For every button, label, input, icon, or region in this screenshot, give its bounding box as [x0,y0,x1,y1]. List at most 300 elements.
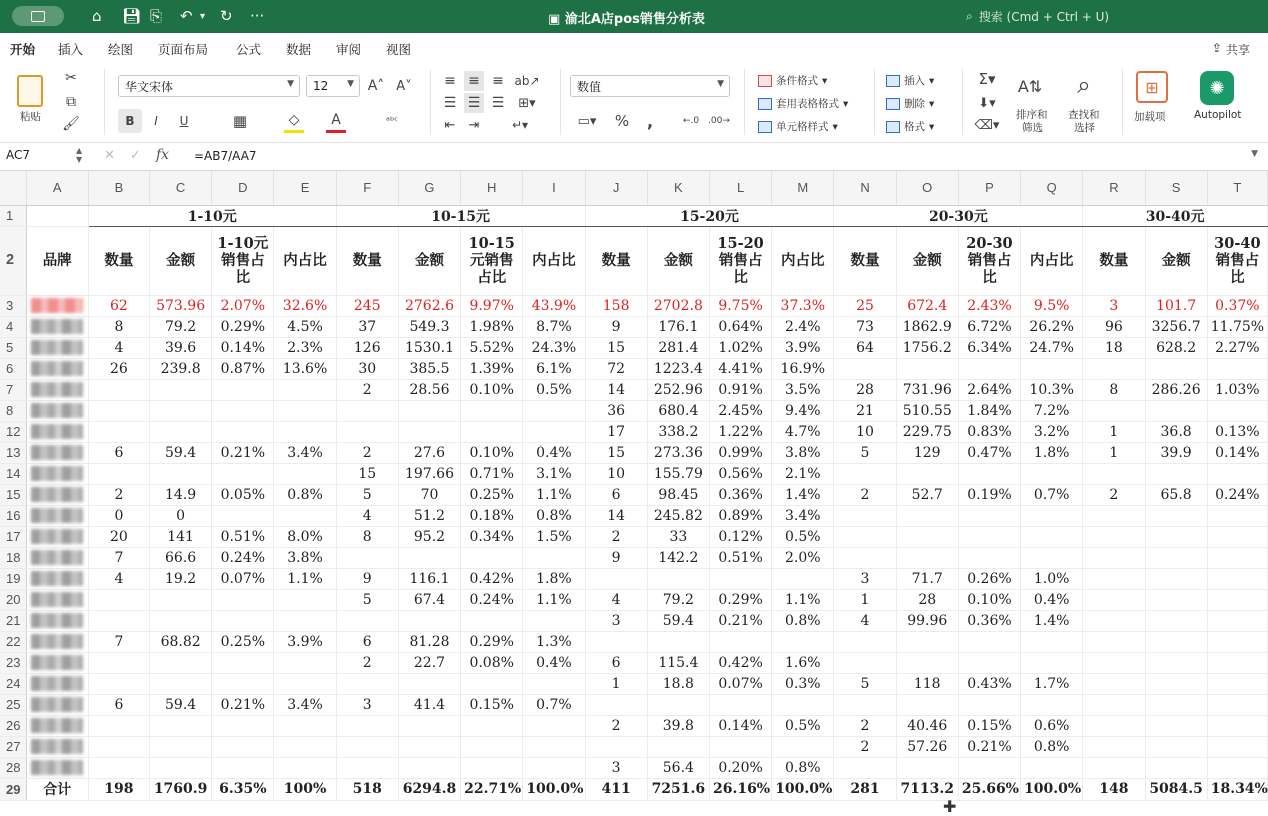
cell[interactable] [274,757,336,778]
cell[interactable]: 96 [1083,316,1145,337]
cell[interactable] [88,757,149,778]
cell[interactable] [336,610,398,631]
cell[interactable]: 0.7% [1021,484,1083,505]
cell[interactable] [1207,463,1267,484]
cell[interactable]: 3.8% [274,547,336,568]
cell[interactable]: 0.14% [212,337,274,358]
cell[interactable] [1021,757,1083,778]
cell[interactable] [274,400,336,421]
cell[interactable]: 2.43% [958,295,1020,316]
align-right-icon[interactable]: ☰ [491,95,505,111]
cell[interactable]: 0.29% [461,631,523,652]
cell[interactable]: 18.34% [1207,778,1267,800]
cell[interactable]: 25 [834,295,896,316]
cell[interactable] [1145,400,1207,421]
cell[interactable]: 731.96 [896,379,958,400]
cell[interactable] [1145,358,1207,379]
cell[interactable] [834,631,896,652]
column-header-i[interactable]: I [523,171,585,205]
italic-button[interactable]: I [154,114,158,128]
cell[interactable]: 2.1% [772,463,834,484]
cell[interactable] [1207,715,1267,736]
column-title[interactable]: 金额 [1145,226,1207,295]
brand-cell[interactable] [26,526,88,547]
cell[interactable] [958,358,1020,379]
cell[interactable]: 26.2% [1021,316,1083,337]
cell[interactable]: 28 [834,379,896,400]
cell[interactable] [958,547,1020,568]
cell[interactable]: 6.34% [958,337,1020,358]
cell[interactable] [212,757,274,778]
cell[interactable]: 22.7 [398,652,460,673]
cell[interactable] [212,652,274,673]
cell[interactable]: 13.6% [274,358,336,379]
cell[interactable]: 2.27% [1207,337,1267,358]
cell[interactable]: 0.15% [461,694,523,715]
cell[interactable]: 10 [585,463,647,484]
cell[interactable]: 245 [336,295,398,316]
cell[interactable] [896,757,958,778]
cell[interactable]: 2.64% [958,379,1020,400]
cell[interactable] [1207,547,1267,568]
cell[interactable]: 0.42% [709,652,771,673]
cell[interactable]: 64 [834,337,896,358]
row-header[interactable]: 2 [0,226,26,295]
cell[interactable]: 0.5% [523,379,585,400]
cell[interactable]: 1.5% [523,526,585,547]
cell[interactable] [958,463,1020,484]
sidebar-toggle-button[interactable] [12,6,64,26]
cell[interactable]: 0.25% [461,484,523,505]
cell[interactable]: 0.6% [1021,715,1083,736]
cell[interactable]: 95.2 [398,526,460,547]
cell[interactable]: 1 [1083,442,1145,463]
cell[interactable] [1207,631,1267,652]
column-title[interactable]: 内占比 [1021,226,1083,295]
cell[interactable]: 2 [834,736,896,757]
undo-icon[interactable]: ↶ [180,7,193,25]
column-header-a[interactable]: A [26,171,88,205]
cell[interactable]: 32.6% [274,295,336,316]
cell[interactable] [1083,673,1145,694]
brand-cell[interactable] [26,610,88,631]
cell[interactable]: 100% [274,778,336,800]
row-header[interactable]: 25 [0,694,26,715]
cell[interactable] [772,631,834,652]
wrap-text-icon[interactable]: ↵▾ [511,118,529,132]
cell[interactable]: 1.03% [1207,379,1267,400]
cell[interactable] [523,547,585,568]
cell[interactable] [958,757,1020,778]
currency-icon[interactable]: ▭▾ [577,113,597,129]
cell[interactable] [1145,694,1207,715]
cell[interactable]: 7 [88,547,149,568]
cell[interactable] [709,736,771,757]
cell[interactable]: 245.82 [647,505,709,526]
brand-cell[interactable] [26,484,88,505]
column-header-p[interactable]: P [958,171,1020,205]
cell[interactable] [461,610,523,631]
cell[interactable]: 3.1% [523,463,585,484]
cell[interactable]: 33 [647,526,709,547]
cell[interactable] [88,400,149,421]
column-header-o[interactable]: O [896,171,958,205]
cell[interactable]: 7251.6 [647,778,709,800]
cell[interactable] [1083,505,1145,526]
select-all-corner[interactable] [0,171,26,205]
column-header-g[interactable]: G [398,171,460,205]
column-header-k[interactable]: K [647,171,709,205]
cell[interactable] [461,547,523,568]
cell[interactable]: 252.96 [647,379,709,400]
cell[interactable] [958,652,1020,673]
cell[interactable]: 6294.8 [398,778,460,800]
align-middle-icon[interactable]: ≡ [464,71,484,91]
cell[interactable]: 3256.7 [1145,316,1207,337]
cell[interactable] [336,400,398,421]
cell[interactable]: 549.3 [398,316,460,337]
cell[interactable] [398,757,460,778]
cell[interactable]: 0.36% [958,610,1020,631]
font-name-select[interactable]: 华文宋体 ▼ [118,75,300,97]
cell[interactable]: 1.02% [709,337,771,358]
cell[interactable]: 98.45 [647,484,709,505]
tab-formulas[interactable]: 公式 [236,42,262,57]
cell[interactable]: 8.0% [274,526,336,547]
cell[interactable]: 0.8% [523,505,585,526]
cell[interactable]: 0.21% [212,694,274,715]
cell[interactable]: 3.2% [1021,421,1083,442]
cell[interactable] [336,673,398,694]
cell[interactable]: 66.6 [150,547,212,568]
cell[interactable]: 8 [88,316,149,337]
row-header[interactable]: 12 [0,421,26,442]
cell[interactable]: 0.29% [212,316,274,337]
cell[interactable] [647,568,709,589]
cell[interactable] [709,631,771,652]
fx-icon[interactable]: fx [156,147,170,163]
cell[interactable]: 8 [336,526,398,547]
cell[interactable] [523,757,585,778]
redo-icon[interactable]: ↻ [220,7,233,25]
cell[interactable] [212,400,274,421]
cell[interactable]: 0.71% [461,463,523,484]
cell[interactable] [585,631,647,652]
cell[interactable]: 16.9% [772,358,834,379]
cell[interactable]: 1223.4 [647,358,709,379]
column-header-s[interactable]: S [1145,171,1207,205]
brand-cell[interactable] [26,568,88,589]
column-title[interactable]: 金额 [398,226,460,295]
cell[interactable]: 0.14% [709,715,771,736]
cell[interactable] [896,526,958,547]
cell[interactable] [274,463,336,484]
cell[interactable]: 0.8% [274,484,336,505]
cell[interactable]: 0.07% [212,568,274,589]
orientation-icon[interactable]: ab↗ [514,74,540,88]
cell[interactable]: 59.4 [647,610,709,631]
cell[interactable]: 8.7% [523,316,585,337]
name-box[interactable]: AC7 [6,148,31,162]
cell[interactable] [398,673,460,694]
cell[interactable] [1207,400,1267,421]
cell[interactable]: 2 [336,652,398,673]
cell[interactable] [1021,694,1083,715]
cell[interactable]: 9 [336,568,398,589]
row-header[interactable]: 14 [0,463,26,484]
cell[interactable]: 0.15% [958,715,1020,736]
cell[interactable]: 628.2 [1145,337,1207,358]
row-header[interactable]: 6 [0,358,26,379]
cell[interactable] [1207,673,1267,694]
row-header[interactable]: 22 [0,631,26,652]
cell[interactable]: 1.4% [1021,610,1083,631]
column-header-c[interactable]: C [150,171,212,205]
cell[interactable]: 0.10% [461,379,523,400]
cell[interactable]: 0.21% [709,610,771,631]
cell[interactable]: 0.43% [958,673,1020,694]
cell[interactable] [523,400,585,421]
bold-button[interactable]: B [118,109,142,133]
cell[interactable] [88,421,149,442]
tab-view[interactable]: 视图 [386,42,412,57]
cell[interactable]: 0.7% [523,694,585,715]
cell[interactable] [150,421,212,442]
cell[interactable] [1145,463,1207,484]
cell[interactable]: 79.2 [647,589,709,610]
comma-icon[interactable]: , [646,111,654,131]
cell[interactable]: 1 [585,673,647,694]
cell[interactable] [26,205,88,226]
cell[interactable]: 0.64% [709,316,771,337]
row-header[interactable]: 15 [0,484,26,505]
cell[interactable]: 1.84% [958,400,1020,421]
cell[interactable] [585,694,647,715]
cell[interactable] [896,631,958,652]
cell[interactable]: 51.2 [398,505,460,526]
cell[interactable]: 1 [1083,421,1145,442]
row-header[interactable]: 28 [0,757,26,778]
cell[interactable] [1145,610,1207,631]
cell[interactable]: 9.97% [461,295,523,316]
cell[interactable]: 0.05% [212,484,274,505]
cell[interactable]: 273.36 [647,442,709,463]
cell[interactable] [1083,568,1145,589]
cell[interactable]: 3.4% [274,442,336,463]
borders-icon[interactable]: ▦ [232,112,248,130]
cell[interactable]: 20 [88,526,149,547]
column-title[interactable]: 金额 [896,226,958,295]
column-title[interactable]: 数量 [88,226,149,295]
cell[interactable]: 281 [834,778,896,800]
cell[interactable]: 1.4% [772,484,834,505]
cell[interactable]: 2 [585,526,647,547]
cell[interactable]: 0.4% [1021,589,1083,610]
cell[interactable] [958,505,1020,526]
format-painter-icon[interactable]: 🖌︎ [62,116,80,132]
cell[interactable] [523,673,585,694]
cell[interactable] [274,610,336,631]
column-title[interactable]: 1-10元销售占比 [212,226,274,295]
cell[interactable] [150,400,212,421]
row-header[interactable]: 24 [0,673,26,694]
cell[interactable]: 0.21% [212,442,274,463]
cell[interactable]: 338.2 [647,421,709,442]
cell[interactable] [896,652,958,673]
column-title[interactable]: 内占比 [274,226,336,295]
row-header[interactable]: 4 [0,316,26,337]
cell[interactable] [150,757,212,778]
cell[interactable]: 0.99% [709,442,771,463]
cell[interactable] [150,736,212,757]
cell[interactable] [647,631,709,652]
cell[interactable]: 2 [834,484,896,505]
confirm-icon[interactable]: ✓ [130,148,141,163]
cell[interactable] [88,610,149,631]
cell[interactable]: 1.6% [772,652,834,673]
cell[interactable] [398,736,460,757]
cell[interactable]: 0 [150,505,212,526]
spreadsheet-grid[interactable] [0,171,1268,816]
brand-cell[interactable]: 合计 [26,778,88,800]
cell[interactable] [1083,400,1145,421]
row-header[interactable]: 21 [0,610,26,631]
decrease-indent-icon[interactable]: ⇤ [444,117,456,133]
cell[interactable]: 0.56% [709,463,771,484]
cell[interactable] [896,694,958,715]
cell[interactable]: 0.20% [709,757,771,778]
column-header-t[interactable]: T [1207,171,1267,205]
cell[interactable] [461,673,523,694]
cell[interactable]: 680.4 [647,400,709,421]
cell[interactable] [1083,715,1145,736]
tab-insert[interactable]: 插入 [58,42,84,57]
cell[interactable]: 1.39% [461,358,523,379]
cell[interactable]: 26 [88,358,149,379]
cell[interactable] [1207,568,1267,589]
cell[interactable]: 19.2 [150,568,212,589]
column-title[interactable]: 金额 [647,226,709,295]
cell[interactable] [212,421,274,442]
brand-cell[interactable] [26,673,88,694]
cell[interactable] [1145,505,1207,526]
cell[interactable] [834,505,896,526]
cell[interactable] [1021,505,1083,526]
cell[interactable] [461,421,523,442]
cell[interactable] [1083,547,1145,568]
column-title[interactable]: 15-20销售占比 [709,226,771,295]
brand-cell[interactable] [26,505,88,526]
cell[interactable] [150,463,212,484]
cell[interactable] [523,421,585,442]
cell[interactable]: 2.0% [772,547,834,568]
cell[interactable] [1083,652,1145,673]
format-as-table-button[interactable]: 套用表格格式 ▾ [758,96,848,111]
cell[interactable]: 126 [336,337,398,358]
group-header[interactable]: 15-20元 [585,205,834,226]
column-title[interactable]: 数量 [585,226,647,295]
column-header-q[interactable]: Q [1021,171,1083,205]
cell[interactable]: 1.22% [709,421,771,442]
cell[interactable]: 129 [896,442,958,463]
cell[interactable] [585,568,647,589]
cell[interactable]: 2.4% [772,316,834,337]
cell[interactable]: 281.4 [647,337,709,358]
cell[interactable]: 3 [834,568,896,589]
align-top-icon[interactable]: ≡ [444,73,456,89]
cell[interactable] [212,673,274,694]
cell[interactable] [1207,694,1267,715]
cell[interactable] [274,673,336,694]
cancel-icon[interactable]: ✕ [104,148,115,163]
cell[interactable]: 5 [834,673,896,694]
cell[interactable] [834,463,896,484]
row-header[interactable]: 8 [0,400,26,421]
cell[interactable] [1083,589,1145,610]
group-header[interactable]: 20-30元 [834,205,1083,226]
row-header[interactable]: 26 [0,715,26,736]
cell[interactable]: 672.4 [896,295,958,316]
group-header[interactable]: 1-10元 [88,205,336,226]
row-header[interactable]: 13 [0,442,26,463]
align-left-icon[interactable]: ☰ [443,95,457,111]
cell[interactable]: 6 [88,694,149,715]
cell[interactable]: 57.26 [896,736,958,757]
cell[interactable]: 71.7 [896,568,958,589]
cell[interactable] [896,505,958,526]
undo-dropdown-icon[interactable]: ▾ [200,10,206,22]
cell[interactable]: 37 [336,316,398,337]
cell[interactable]: 239.8 [150,358,212,379]
cell[interactable] [1083,694,1145,715]
cell[interactable]: 0.89% [709,505,771,526]
cell[interactable]: 1.0% [1021,568,1083,589]
column-header-h[interactable]: H [461,171,523,205]
cell[interactable] [1083,526,1145,547]
cell[interactable] [336,421,398,442]
cell[interactable]: 14.9 [150,484,212,505]
cell[interactable] [1207,358,1267,379]
brand-cell[interactable] [26,295,88,316]
cell[interactable] [1145,715,1207,736]
row-header[interactable]: 20 [0,589,26,610]
brand-cell[interactable] [26,442,88,463]
cell[interactable]: 9.75% [709,295,771,316]
row-header[interactable]: 7 [0,379,26,400]
cell[interactable]: 3 [336,694,398,715]
cell[interactable] [336,547,398,568]
cell[interactable]: 5.52% [461,337,523,358]
cell[interactable]: 14 [585,505,647,526]
cell[interactable]: 0.87% [212,358,274,379]
cell[interactable] [274,715,336,736]
merge-cells-icon[interactable]: ⊞▾ [518,95,536,111]
column-title[interactable]: 30-40销售占比 [1207,226,1267,295]
cell[interactable]: 0.8% [1021,736,1083,757]
cell[interactable]: 72 [585,358,647,379]
cell[interactable]: 0.51% [709,547,771,568]
tab-data[interactable]: 数据 [286,42,312,57]
brand-cell[interactable] [26,463,88,484]
cell[interactable]: 36.8 [1145,421,1207,442]
cell[interactable] [834,694,896,715]
cell[interactable] [1145,652,1207,673]
cell[interactable]: 30 [336,358,398,379]
cell[interactable]: 4.5% [274,316,336,337]
column-header-j[interactable]: J [585,171,647,205]
row-header[interactable]: 18 [0,547,26,568]
addins-icon[interactable]: ⊞ [1136,71,1168,103]
